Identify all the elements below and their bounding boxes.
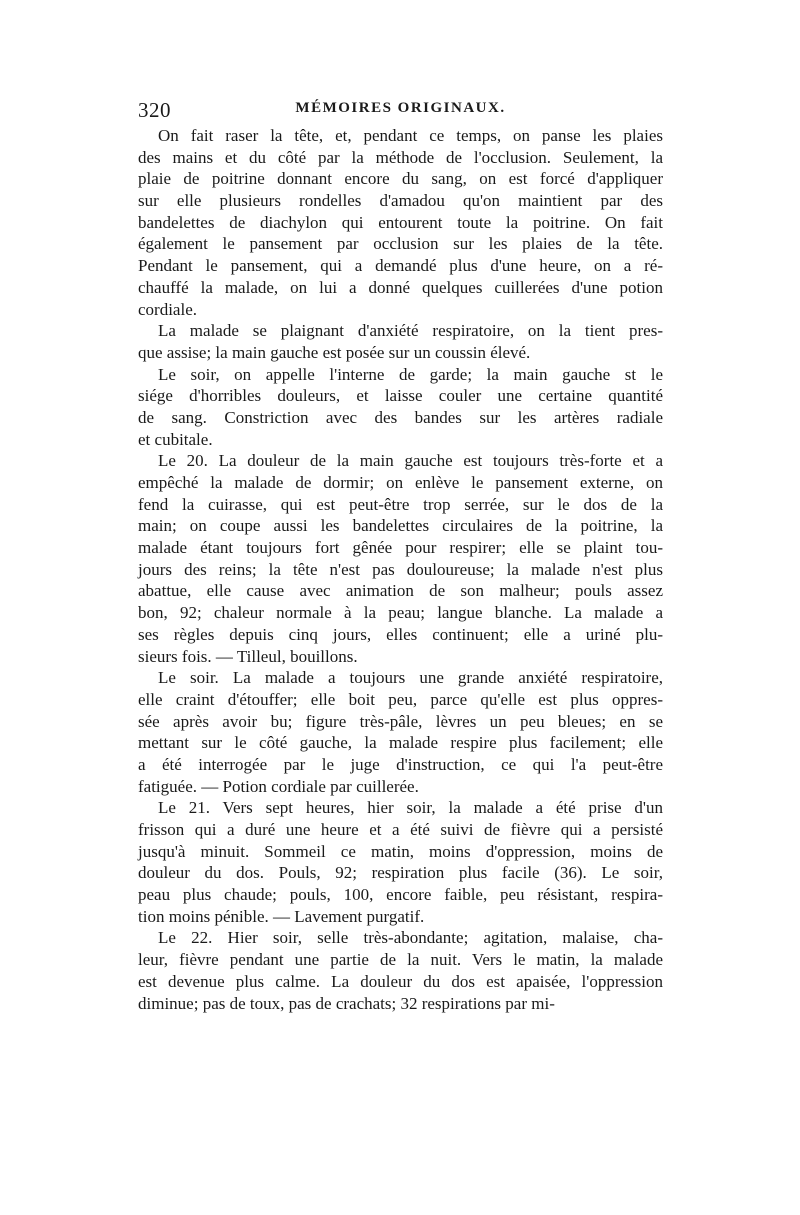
text-line: plaie de poitrine donnant encore du sang, on est forcé d'appliquer [138,169,663,189]
text-line: Pendant le pansement, qui a demandé plus d'une heure, on a ré- [138,256,663,276]
paragraph [138,450,663,667]
text-line: douleur du dos. Pouls, 92; respiration plus facile (36). Le soir, [138,863,663,883]
text-line: ses règles depuis cinq jours, elles continuent; elle a uriné plu- [138,624,663,644]
text-line: sieurs fois. — Tilleul, bouillons. [138,646,358,666]
text-line: de sang. Constriction avec des bandes sur les artères radiale [138,407,663,427]
text-line: diminue; pas de toux, pas de crachats; 32 respirations par mi- [138,993,555,1013]
paragraph [138,797,663,927]
paragraph [138,125,663,320]
paragraph [138,667,663,797]
text-line: tion moins pénible. — Lavement purgatif. [138,906,425,926]
paragraph [138,364,663,451]
text-line: sée après avoir bu; figure très-pâle, lèvres un peu bleues; en se [138,711,663,731]
text-line: jusqu'à minuit. Sommeil ce matin, moins d'oppression, moins de [138,841,663,861]
text-line: des mains et du côté par la méthode de l'occlusion. Seulement, la [138,147,663,167]
page-number: 320 [138,98,171,122]
text-line: On fait raser la tête, et, pendant ce temps, on panse les plaies [158,126,663,145]
text-line: fatiguée. — Potion cordiale par cuillerée. [138,776,419,796]
text-line: Le 21. Vers sept heures, hier soir, la malade a été prise d'un [158,798,663,818]
text-line: est devenue plus calme. La douleur du dos est apaisée, l'oppression [138,971,663,991]
text-line: malade étant toujours fort gênée pour respirer; elle se plaint tou- [138,538,663,558]
text-line: bon, 92; chaleur normale à la peau; langue blanche. La malade a [138,603,663,623]
text-line: également le pansement par occlusion sur les plaies de la tête. [138,234,663,254]
text-line: sur elle plusieurs rondelles d'amadou qu'on maintient par des [138,191,663,211]
text-line: mettant sur le côté gauche, la malade respire plus facilement; elle [138,733,663,753]
text-line: et cubitale. [138,429,213,449]
paragraph [138,927,663,1014]
text-line: Le 20. La douleur de la main gauche est toujours très-forte et a [158,451,663,471]
text-line: leur, fièvre pendant une partie de la nuit. Vers le matin, la malade [138,950,663,970]
text-line: fend la cuirasse, qui est peut-être trop serrée, sur le dos de la [138,494,663,514]
text-line: cordiale. [138,299,197,319]
running-title: MÉMOIRES ORIGINAUX. [295,100,506,116]
page-header [138,98,663,124]
text-line: empêché la malade de dormir; on enlève le pansement externe, on [138,473,663,492]
text-line: elle craint d'étouffer; elle boit peu, parce qu'elle est plus oppres- [138,689,663,709]
body-text [138,125,663,1014]
text-line: Le 22. Hier soir, selle très-abondante; agitation, malaise, cha- [158,928,663,948]
text-line: a été interrogée par le juge d'instruction, ce qui l'a peut-être [138,754,663,774]
text-line: abattue, elle cause avec animation de son malheur; pouls assez [138,581,663,601]
text-line: bandelettes de diachylon qui entourent toute la poitrine. On fait [138,212,663,232]
text-line: jours des reins; la tête n'est pas douloureuse; la malade n'est plus [138,559,663,579]
text-line: La malade se plaignant d'anxiété respiratoire, on la tient pres- [158,321,663,341]
text-line: siége d'horribles douleurs, et laisse couler une certaine quantité [138,386,663,406]
text-line: que assise; la main gauche est posée sur un coussin élevé. [138,342,531,362]
text-line: frisson qui a duré une heure et a été suivi de fièvre qui a persisté [138,820,663,839]
text-line: chauffé la malade, on lui a donné quelques cuillerées d'une potion [138,277,663,297]
paragraph [138,320,663,363]
text-line: peau plus chaude; pouls, 100, encore faible, peu résistant, respira- [138,885,663,905]
text-line: main; on coupe aussi les bandelettes circulaires de la poitrine, la [138,516,663,536]
text-line: Le soir, on appelle l'interne de garde; la main gauche st le [158,364,663,384]
text-line: Le soir. La malade a toujours une grande anxiété respiratoire, [158,668,663,688]
